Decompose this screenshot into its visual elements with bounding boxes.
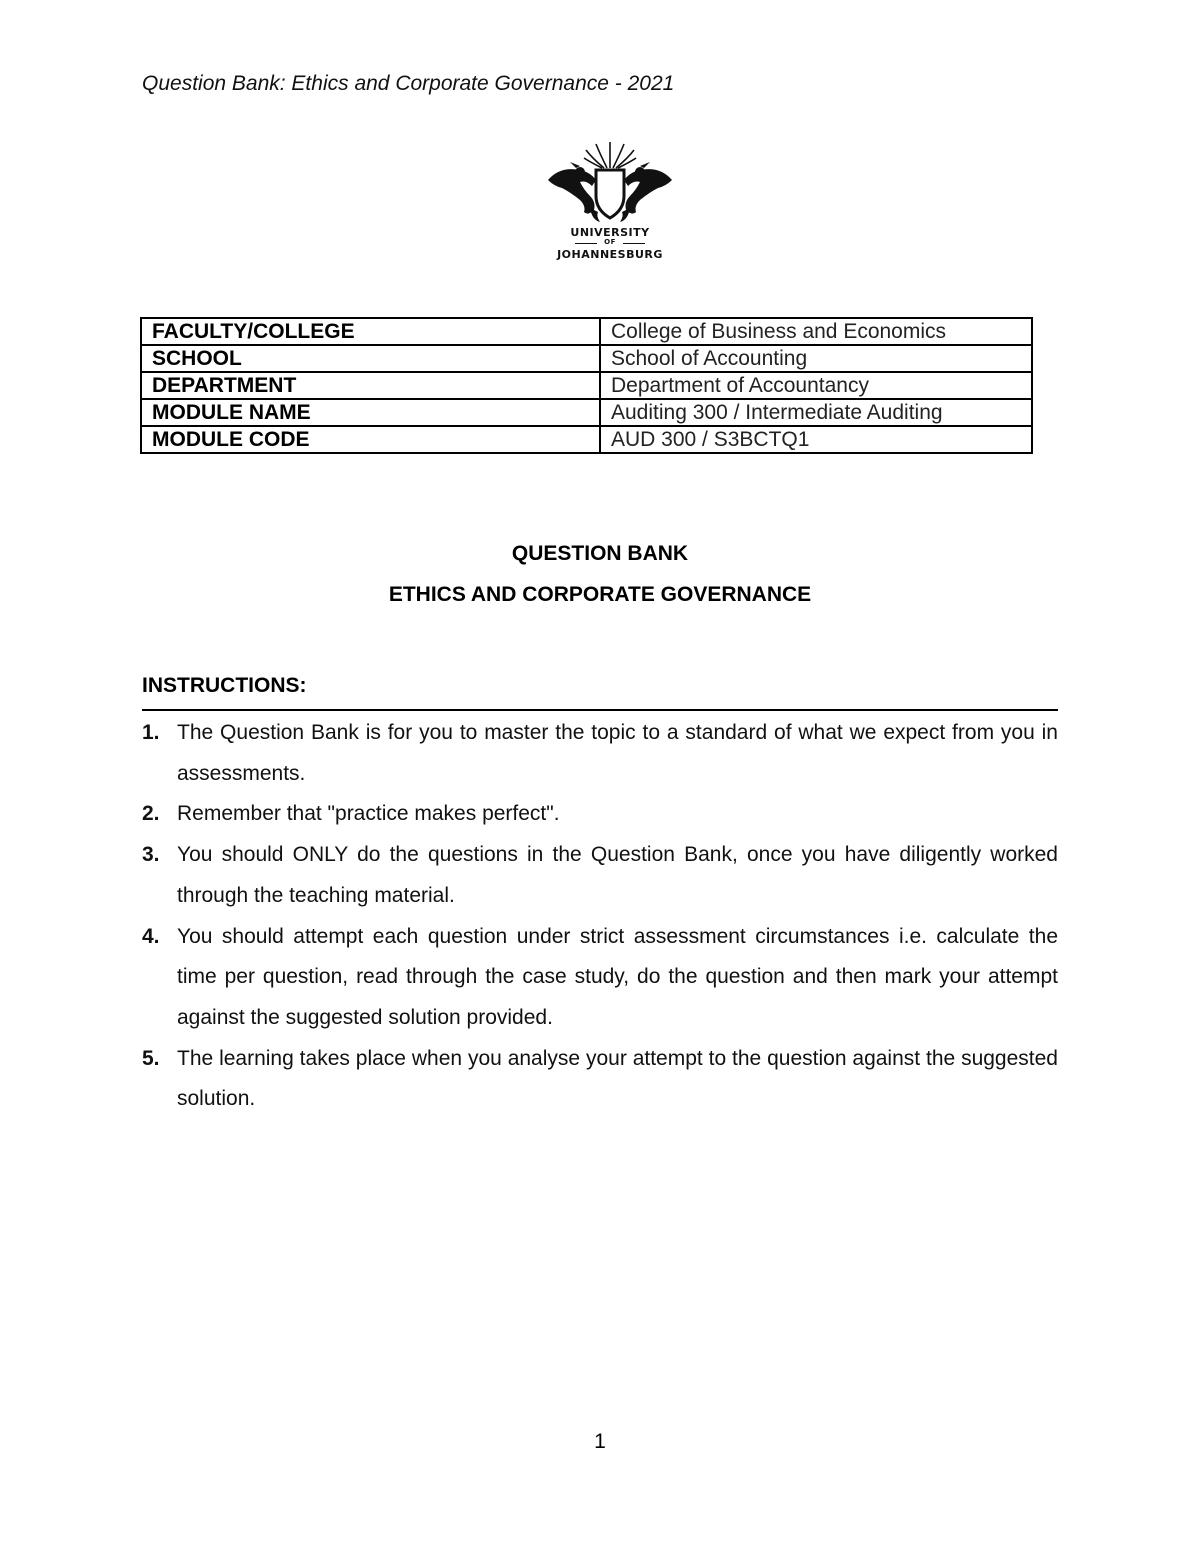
info-label: DEPARTMENT	[141, 372, 600, 399]
info-label: MODULE CODE	[141, 426, 600, 453]
info-value: School of Accounting	[600, 345, 1032, 372]
info-label: FACULTY/COLLEGE	[141, 318, 600, 345]
logo-text-johannesburg: JOHANNESBURG	[557, 248, 663, 261]
list-item	[142, 835, 1058, 916]
info-value: College of Business and Economics	[600, 318, 1032, 345]
info-label: MODULE NAME	[141, 399, 600, 426]
logo-rule-right	[623, 243, 645, 244]
item-number: 1.	[142, 721, 160, 744]
list-item	[142, 917, 1058, 1039]
info-value: Auditing 300 / Intermediate Auditing	[600, 399, 1032, 426]
instructions-divider	[142, 709, 1058, 711]
item-text: You should ONLY do the questions in the Question Bank, once you have diligently worked through the teaching material.	[177, 843, 1058, 907]
item-text: You should attempt each question under strict assessment circumstances i.e. calculate the time per question, read through the case study, do the question and then mark your attempt against the suggested solution provided.	[177, 924, 1058, 1029]
list-item	[142, 1039, 1058, 1120]
item-number: 4.	[142, 924, 160, 948]
instructions-list	[142, 713, 1058, 1120]
logo-text-of: OF	[604, 238, 616, 246]
instructions-heading: INSTRUCTIONS:	[142, 674, 307, 697]
table-row	[141, 318, 1032, 345]
list-item	[142, 794, 1058, 835]
item-text: The Question Bank is for you to master the topic to a standard of what we expect from you in assessments.	[177, 721, 1058, 785]
item-number: 3.	[142, 843, 160, 867]
item-number: 5.	[142, 1046, 160, 1070]
item-text: Remember that "practice makes perfect".	[177, 802, 560, 826]
table-row	[141, 372, 1032, 399]
running-header: Question Bank: Ethics and Corporate Governance - 2021	[142, 72, 675, 95]
item-number: 2.	[142, 802, 160, 826]
info-value: AUD 300 / S3BCTQ1	[600, 426, 1032, 453]
document-subtitle: ETHICS AND CORPORATE GOVERNANCE	[388, 583, 812, 606]
info-label: SCHOOL	[141, 345, 600, 372]
table-row	[141, 426, 1032, 453]
page-number: 1	[594, 1430, 606, 1453]
item-text: The learning takes place when you analyse your attempt to the question against the suggested solution.	[177, 1046, 1058, 1111]
logo-text-university: UNIVERSITY	[570, 226, 650, 239]
table-row	[141, 345, 1032, 372]
table-row	[141, 399, 1032, 426]
module-info-table	[140, 317, 1033, 454]
info-value: Department of Accountancy	[600, 372, 1032, 399]
list-item	[142, 713, 1058, 794]
document-title: QUESTION BANK	[511, 542, 689, 565]
